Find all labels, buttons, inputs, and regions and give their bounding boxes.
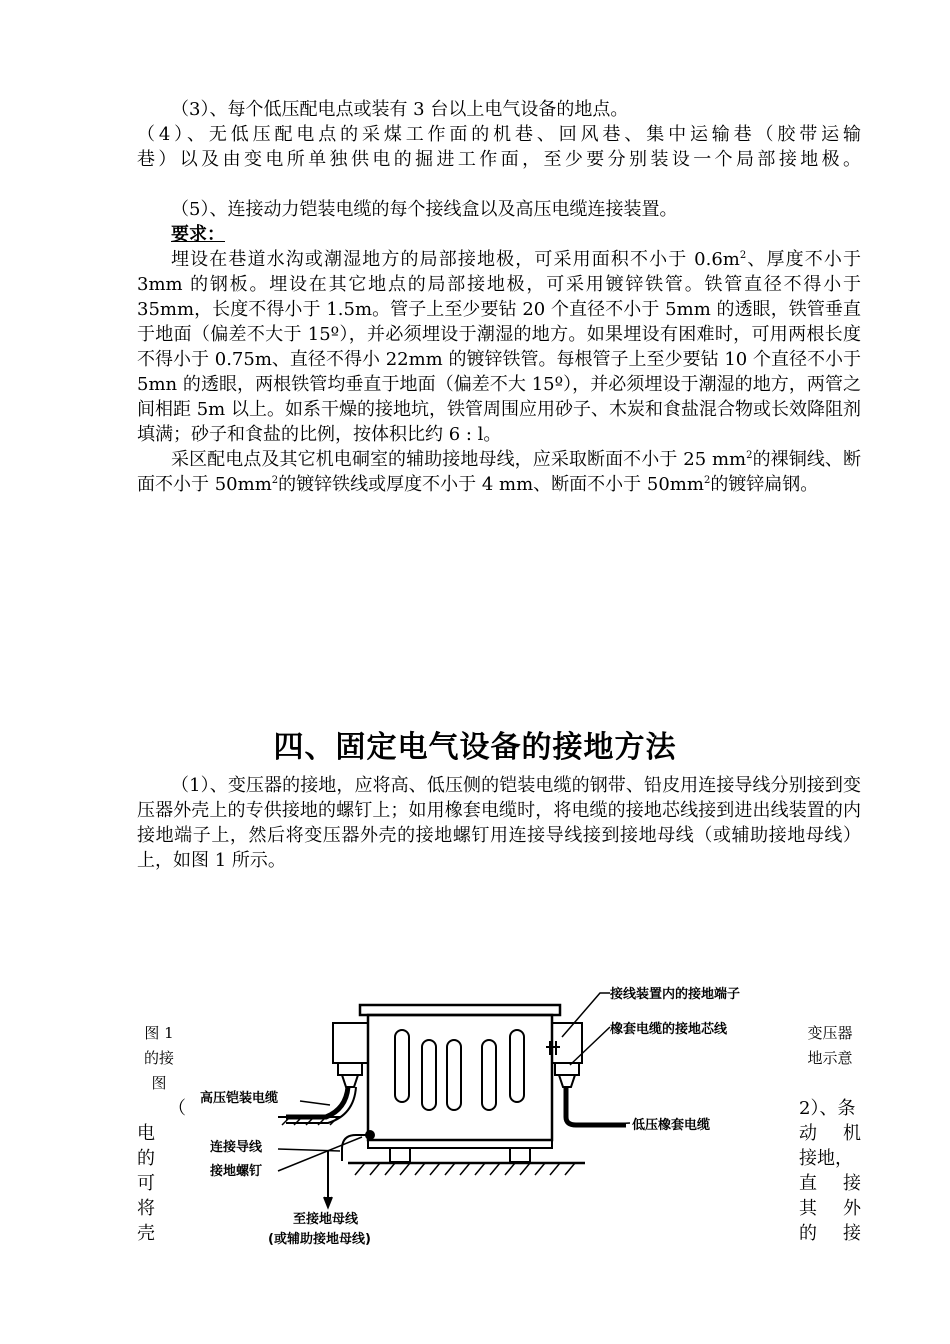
wrap-char: 的 xyxy=(799,1223,817,1244)
connection-wire xyxy=(342,1135,366,1161)
wrap-char: 的 xyxy=(137,1148,155,1169)
wrap-char: 将 xyxy=(137,1198,155,1219)
hv-gland-nut xyxy=(342,1075,358,1087)
hv-gland xyxy=(338,1063,362,1075)
leader-rubber-core xyxy=(570,1027,610,1065)
transformer-top-cover xyxy=(360,1005,560,1015)
section4-heading: 四、固定电气设备的接地方法 xyxy=(273,730,677,765)
wrap-char: 接地， xyxy=(799,1148,853,1169)
caption-line: 图 1 xyxy=(144,1024,174,1042)
radiator-slot xyxy=(510,1030,524,1102)
label-terminal: 接线装置内的接地端子 xyxy=(610,987,741,1002)
wrap-char: 接 xyxy=(843,1173,861,1194)
item-5: （5）、连接动力铠装电缆的每个接线盒以及高压电缆连接装置。 xyxy=(171,199,678,220)
hv-junction-box xyxy=(333,1023,368,1063)
section4-text xyxy=(137,773,861,873)
superscript: 2 xyxy=(703,475,711,486)
figure-caption-right xyxy=(795,1021,865,1071)
item-4-line2: 巷）以及由变电所单独供电的掘进工作面，至少要分别装设一个局部接地极。 xyxy=(137,149,861,170)
caption-line: 地示意 xyxy=(807,1049,853,1067)
wrap-char: 电 xyxy=(137,1123,155,1144)
superscript: 2 xyxy=(739,250,747,261)
item-4-line1: （4）、无低压配电点的采煤工作面的机巷、回风巷、集中运输巷（胶带运输 xyxy=(137,124,861,145)
requirements-heading: 要求： xyxy=(171,224,225,245)
wrap-row xyxy=(799,1221,861,1246)
lv-gland xyxy=(555,1063,579,1075)
leader-terminal xyxy=(562,993,610,1037)
wrap-line: 2）、条 xyxy=(799,1098,856,1119)
floor-hatching xyxy=(355,1163,575,1175)
label-to-bus-2: (或辅助接地母线) xyxy=(268,1232,371,1247)
req-p1-text-b: 、厚度不小于 3mm 的钢板。埋设在其它地点的局部接地极，可采用镀锌铁管。铁管直径不得小于 35mm，长度不得小于 1.5m。管子上至少要钻 20 个直径不小于 5mm 的透眼，铁管垂直于地面（偏差不大于 15º），并必须埋设于潮湿的地方。如果埋设有困难时，可用两根长度不得小于 0.75m、直径不得小 22mm 的镀锌铁管。每根管子上至少要钻 10 个直径不小于 5mn 的透眼，两根铁管均垂直于地面（偏差不大 15º），并必须埋设于潮湿的地方，两管之间相距 5m 以上。如系干燥的接地坑，铁管周围应用砂子、木炭和食盐混合物或长效降阻剂填满；砂子和食盐的比例，按体积比约 6 : l。 xyxy=(137,249,861,445)
wrap-left-text xyxy=(137,1121,155,1246)
caption-line: 图 xyxy=(151,1074,167,1092)
transformer-feet xyxy=(390,1148,530,1162)
item-3: （3）、每个低压配电点或装有 3 台以上电气设备的地点。 xyxy=(171,99,629,120)
lv-gland-nut xyxy=(559,1075,575,1087)
transformer-grounding-diagram xyxy=(190,975,790,1255)
superscript: 2 xyxy=(746,450,753,461)
requirements-label xyxy=(137,222,861,247)
wrap-right-text xyxy=(799,1096,861,1246)
wrap-row xyxy=(799,1171,861,1196)
wrap-char: 可 xyxy=(137,1173,155,1194)
wrap-char: 壳 xyxy=(137,1223,155,1244)
section4-paragraph-1: （1）、变压器的接地，应将高、低压侧的铠装电缆的钢带、铅皮用连接导线分别接到变压器外壳上的专供接地的螺钉上；如用橡套电缆时，将电缆的接地芯线接到进出线装置的内接地端子上，然后将变压器外壳的接地螺钉用连接导线接到接地母线（或辅助接地母线）上，如图 1 所示。 xyxy=(137,775,861,871)
label-rubber-core: 橡套电缆的接地芯线 xyxy=(610,1022,728,1037)
wrap-char: 外 xyxy=(843,1198,861,1219)
label-connect-wire: 连接导线 xyxy=(210,1140,263,1155)
wrap-char: 其 xyxy=(799,1198,817,1219)
caption-line: 的接 xyxy=(143,1049,174,1067)
caption-line: 变压器 xyxy=(807,1024,853,1042)
hv-armoured-cable xyxy=(286,1087,348,1117)
section3-text xyxy=(137,97,861,497)
lv-rubber-cable xyxy=(566,1087,626,1125)
label-to-bus-1: 至接地母线 xyxy=(293,1212,359,1227)
requirements-paragraph-2 xyxy=(137,447,861,497)
requirements-paragraph-1 xyxy=(137,247,861,447)
radiator-slot xyxy=(447,1040,461,1110)
label-lv-cable: 低压橡套电缆 xyxy=(632,1118,711,1133)
req-p2-text-a: 采区配电点及其它机电硐室的辅助接地母线，应采取断面不小于 25 mm xyxy=(171,449,747,470)
leader-ground-screw xyxy=(278,1137,362,1171)
label-ground-screw: 接地螺钉 xyxy=(210,1164,263,1179)
label-hv-cable: 高压铠装电缆 xyxy=(200,1091,279,1106)
wrap-row xyxy=(799,1121,861,1146)
superscript: 2 xyxy=(271,475,279,486)
req-p1-text-a: 埋设在巷道水沟或潮湿地方的局部接地极，可采用面积不小于 0.6m xyxy=(171,249,740,270)
leader-hv-cable xyxy=(300,1101,330,1105)
req-p2-text-d: 的镀锌扁钢。 xyxy=(710,474,819,495)
wrap-row xyxy=(799,1196,861,1221)
figure-caption-left xyxy=(137,1021,181,1096)
radiator-slot xyxy=(395,1030,409,1102)
radiator-slot xyxy=(482,1040,496,1110)
req-p2-text-c: 的镀锌铁线或厚度不小于 4 mm、断面不小于 50mm xyxy=(278,474,704,495)
radiator-slot xyxy=(422,1040,436,1110)
wrap-char: 动 xyxy=(799,1123,817,1144)
wrap-char: 直 xyxy=(799,1173,817,1194)
wrap-row xyxy=(799,1146,861,1171)
ground-bus-arrow-head xyxy=(324,1197,332,1207)
wrap-char: 机 xyxy=(843,1123,861,1144)
wrap-left-paren: （ xyxy=(168,1098,186,1119)
req-p2-text-b: 的裸铜线、断面不小于 50mm xyxy=(137,449,862,495)
ground-screw xyxy=(366,1131,374,1139)
wrap-char: 接 xyxy=(843,1223,861,1244)
